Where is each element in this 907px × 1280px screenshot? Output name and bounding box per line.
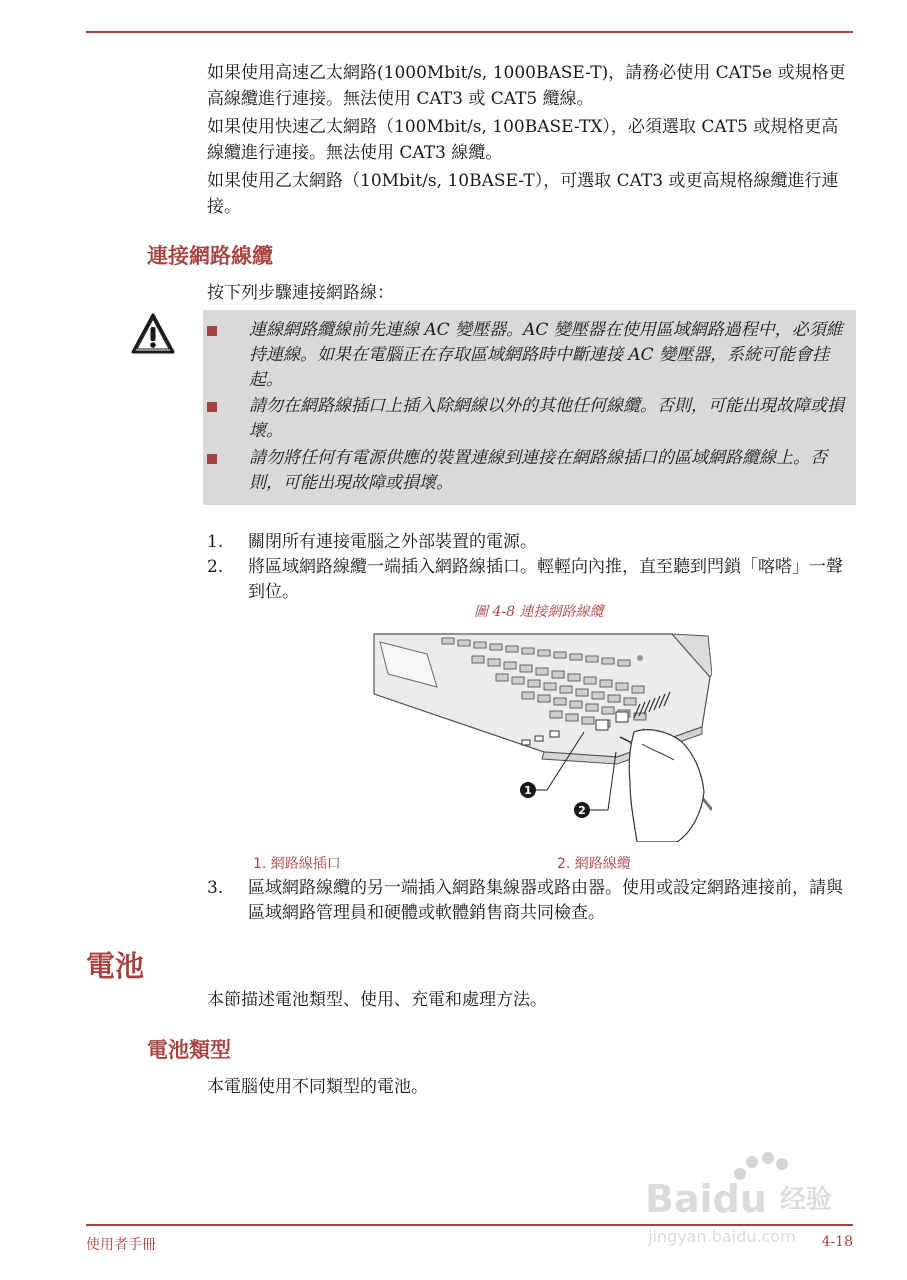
watermark-brand-suffix: 经验 bbox=[780, 1185, 833, 1215]
step-number: 3. bbox=[207, 878, 224, 898]
battery-types-text: 本電腦使用不同類型的電池。 bbox=[207, 1077, 428, 1097]
step-number: 2. bbox=[207, 557, 224, 577]
bullet-square bbox=[207, 402, 217, 412]
top-rule bbox=[86, 31, 853, 33]
step-text: 關閉所有連接電腦之外部裝置的電源。 bbox=[248, 532, 537, 552]
bottom-rule bbox=[86, 1224, 853, 1226]
figure-legend-1: 1. 網路線插口 bbox=[253, 856, 341, 872]
watermark-url: jingyan.baidu.com bbox=[648, 1227, 796, 1246]
intro-paragraph-1: 如果使用高速乙太網路(1000Mbit/s, 1000BASE-T)，請務必使用 CAT5e 或規格更高線纜進行連接。無法使用 CAT3 或 CAT5 纜線。 bbox=[207, 63, 846, 109]
watermark-brand: Baidu bbox=[645, 1177, 767, 1221]
step-number: 1. bbox=[207, 532, 224, 552]
intro-paragraph-2: 如果使用快速乙太網路（100Mbit/s, 100BASE-TX），必須選取 CAT5 或規格更高線纜進行連接。無法使用 CAT3 線纜。 bbox=[207, 117, 839, 163]
bullet-square bbox=[207, 326, 217, 336]
intro-paragraph-3: 如果使用乙太網路（10Mbit/s, 10BASE-T），可選取 CAT3 或更高規格線纜進行連接。 bbox=[207, 171, 839, 217]
laptop-lan-illustration bbox=[372, 632, 712, 842]
battery-intro: 本節描述電池類型、使用、充電和處理方法。 bbox=[207, 990, 547, 1010]
warning-icon bbox=[130, 312, 176, 356]
page-number: 4-18 bbox=[821, 1234, 853, 1250]
bullet-square bbox=[207, 454, 217, 464]
subheading-battery-types: 電池類型 bbox=[147, 1038, 231, 1062]
section-heading-battery: 電池 bbox=[86, 949, 145, 983]
warning-text: 連線網路纜線前先連線 AC 變壓器。AC 變壓器在使用區域網路過程中，必須維持連線。如果在電腦正在存取區域網路時中斷連接 AC 變壓器，系統可能會挂起。 bbox=[249, 320, 843, 390]
section-heading-connect: 連接網路線纜 bbox=[147, 244, 273, 268]
figure-legend-2: 2. 網路線纜 bbox=[557, 856, 631, 872]
figure-callout-2: 2 bbox=[578, 804, 586, 817]
footer-title: 使用者手冊 bbox=[86, 1237, 156, 1253]
step-text: 區域網路線纜的另一端插入網路集線器或路由器。使用或設定網路連接前，請與區域網路管理員和硬體或軟體銷售商共同檢查。 bbox=[248, 878, 843, 923]
figure-callout-1: 1 bbox=[524, 784, 532, 797]
figure-caption: 圖 4-8 連接網路線纜 bbox=[474, 604, 604, 620]
section-lead: 按下列步驟連接網路線： bbox=[207, 283, 394, 303]
warning-text: 請勿將任何有電源供應的裝置連線到連接在網路線插口的區域網路纜線上。否則，可能出現故障或損壞。 bbox=[249, 448, 827, 493]
warning-text: 請勿在網路線插口上插入除網線以外的其他任何線纜。否則，可能出現故障或損壞。 bbox=[249, 396, 844, 441]
step-text: 將區域網路線纜一端插入網路線插口。輕輕向內推，直至聽到閂鎖「喀嗒」一聲到位。 bbox=[248, 557, 843, 602]
